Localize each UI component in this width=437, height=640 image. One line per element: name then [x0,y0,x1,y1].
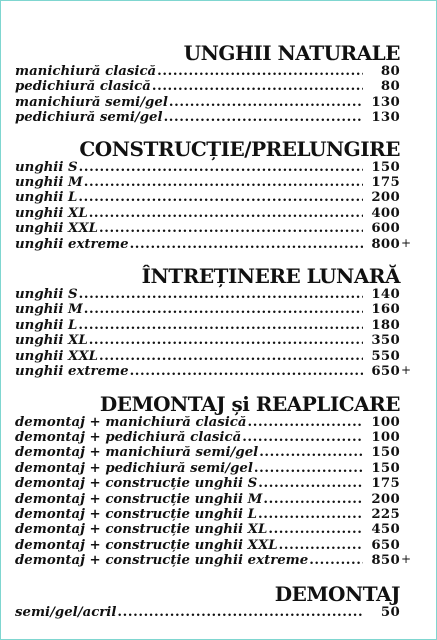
list-item [15,206,400,221]
list-item [15,445,400,460]
item-label: demontaj + manichiură clasică [15,414,247,430]
list-item [15,235,412,252]
item-label: unghii L [15,317,78,333]
item-price: 140 [371,287,400,303]
dot-leader [157,64,363,79]
dot-leader [117,605,363,620]
section-demontaj-reaplicare [15,391,412,569]
item-label: pedichiură clasică [15,79,151,95]
dot-leader [79,287,363,302]
dot-leader [258,507,363,522]
list-item [15,552,412,569]
item-price: 850 [371,553,400,569]
list-item [15,522,400,537]
item-price: 650 [371,364,400,380]
item-label: unghii M [15,175,83,191]
dot-leader [263,492,363,507]
section-unghii-naturale [15,42,400,126]
list-item [15,79,400,94]
item-price: 160 [371,302,400,318]
item-label: demontaj + pedichiură semi/gel [15,460,253,476]
price-list-items [15,605,400,620]
section-title: DEMONTAJ și REAPLICARE [99,391,400,416]
list-item [15,175,400,190]
item-label: demontaj + construcție unghii L [15,506,258,522]
item-label: demontaj + construcție unghii XL [15,522,268,538]
list-item [15,363,412,380]
list-item [15,333,400,348]
item-price: 50 [380,604,400,620]
dot-leader [259,445,363,460]
dot-leader [78,190,363,205]
price-plus-sign: + [401,235,412,250]
dot-leader [99,221,363,236]
price-list-items [15,159,412,252]
dot-leader [79,160,363,175]
item-label: demontaj + manichiură semi/gel [15,445,259,461]
price-list-items [15,64,400,126]
section-title: CONSTRUCȚIE/PRELUNGIRE [79,136,400,161]
list-item [15,349,400,364]
list-item [15,160,400,175]
list-item [15,95,400,110]
item-price: 180 [371,317,400,333]
item-price: 225 [371,506,400,522]
price-list [15,0,412,620]
price-plus-sign: + [401,552,412,567]
item-label: pedichiură semi/gel [15,110,163,126]
item-price: 80 [380,79,400,95]
dot-leader [309,553,363,568]
item-label: unghii XXL [15,348,99,364]
item-label: unghii S [15,287,78,303]
section-intretinere-lunara [15,264,412,380]
dot-leader [242,430,363,445]
item-label: demontaj + construcție unghii extreme [15,553,309,569]
section-demontaj [15,583,400,620]
list-item [15,64,400,79]
list-item [15,110,400,125]
list-item [15,221,400,236]
dot-leader [258,476,363,491]
list-item [15,287,400,302]
list-item [15,430,400,445]
item-label: unghii M [15,302,83,318]
list-item [15,507,400,522]
item-price: 100 [371,429,400,445]
item-price: 450 [371,522,400,538]
dot-leader [130,237,363,252]
item-price: 800 [371,236,400,252]
item-price: 175 [371,476,400,492]
dot-leader [152,79,363,94]
item-label: manichiură clasică [15,64,157,79]
dot-leader [89,206,363,221]
list-item [15,476,400,491]
item-label: demontaj + construcție unghii S [15,476,258,492]
list-item [15,318,400,333]
list-item [15,415,400,430]
item-price: 175 [371,175,400,191]
list-item [15,538,400,553]
item-label: demontaj + construcție unghii XXL [15,537,278,553]
item-price: 550 [371,348,400,364]
list-item [15,302,400,317]
section-constructie [15,136,412,252]
item-label: unghii extreme [15,364,129,380]
item-price: 650 [371,537,400,553]
item-label: semi/gel/acril [15,604,117,620]
dot-leader [254,461,363,476]
item-label: unghii XXL [15,221,99,237]
price-list-items [15,414,412,569]
item-label: unghii L [15,190,78,206]
item-label: unghii XL [15,205,88,221]
item-price: 100 [371,414,400,430]
item-label: manichiură semi/gel [15,94,168,110]
section-title: UNGHII NATURALE [183,41,400,65]
item-price: 80 [380,64,400,79]
item-price: 150 [371,445,400,461]
item-price: 200 [371,190,400,206]
item-label: unghii S [15,159,78,175]
dot-leader [78,318,363,333]
dot-leader [268,522,363,537]
dot-leader [169,95,363,110]
dot-leader [84,302,363,317]
item-label: demontaj + construcție unghii M [15,491,263,507]
dot-leader [99,349,363,364]
item-label: unghii XL [15,333,88,349]
item-label: demontaj + pedichiură clasică [15,429,242,445]
price-list-items [15,287,412,380]
list-item [15,492,400,507]
dot-leader [84,175,363,190]
item-price: 350 [371,333,400,349]
list-item [15,605,400,620]
item-price: 400 [371,205,400,221]
list-item [15,461,400,476]
item-price: 600 [371,221,400,237]
item-price: 130 [371,110,400,126]
list-item [15,190,400,205]
dot-leader [279,538,363,553]
dot-leader [89,333,363,348]
section-title: ÎNTREȚINERE LUNARĂ [141,264,400,289]
item-price: 150 [371,460,400,476]
dot-leader [247,415,363,430]
item-price: 130 [371,94,400,110]
price-plus-sign: + [401,363,412,378]
item-price: 200 [371,491,400,507]
section-title: DEMONTAJ [274,581,400,606]
dot-leader [164,110,363,125]
item-price: 150 [371,159,400,175]
item-label: unghii extreme [15,236,129,252]
dot-leader [130,364,363,379]
